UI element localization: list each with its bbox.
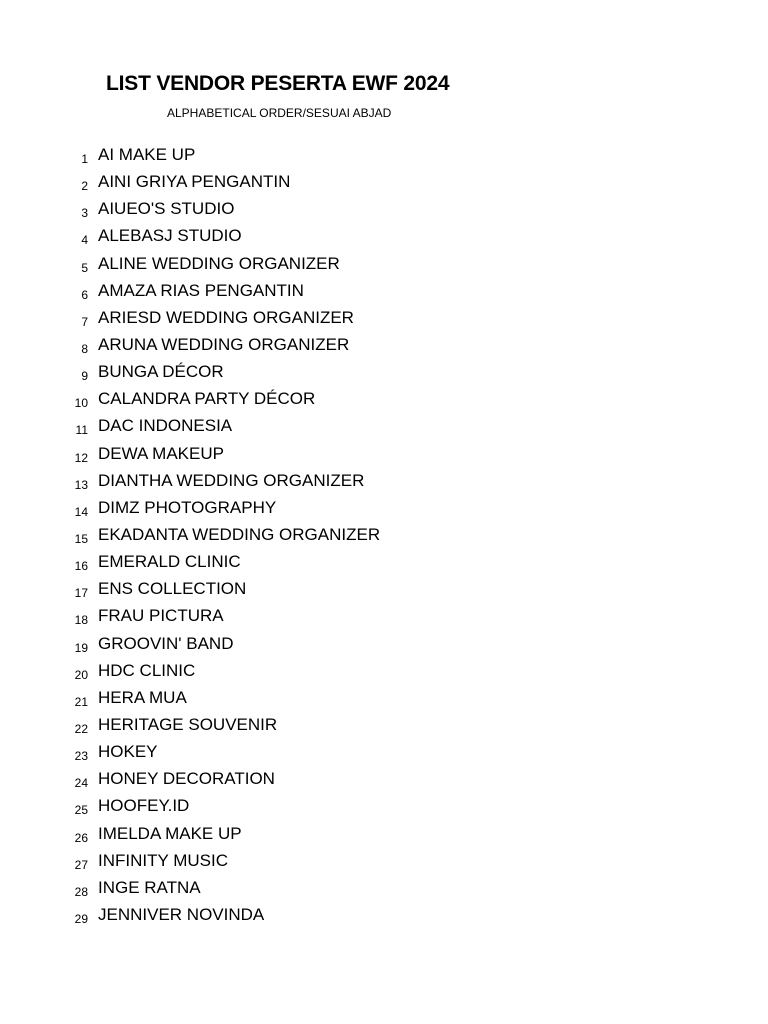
row-number: 3 [81, 206, 88, 221]
row-number: 22 [74, 721, 88, 736]
row-number: 12 [74, 450, 88, 465]
vendor-name: DAC INDONESIA [98, 416, 233, 436]
row-number: 29 [74, 911, 88, 926]
vendor-name: JENNIVER NOVINDA [98, 904, 265, 924]
row-number: 4 [81, 233, 88, 248]
row-number: 17 [74, 586, 88, 601]
vendor-name: HERITAGE SOUVENIR [98, 714, 278, 734]
list-item [0, 848, 768, 875]
vendor-name: DIMZ PHOTOGRAPHY [98, 497, 277, 517]
vendor-name: ARIESD WEDDING ORGANIZER [98, 307, 354, 327]
vendor-name: HERA MUA [98, 687, 187, 707]
list-item [0, 576, 768, 603]
vendor-name: ALINE WEDDING ORGANIZER [98, 253, 340, 273]
page-subtitle: ALPHABETICAL ORDER/SESUAI ABJAD [167, 106, 392, 120]
row-number: 15 [74, 531, 88, 546]
vendor-name: IMELDA MAKE UP [98, 823, 242, 843]
row-number: 11 [75, 423, 88, 438]
list-item [0, 413, 768, 440]
vendor-name: INFINITY MUSIC [98, 850, 229, 870]
vendor-name: FRAU PICTURA [98, 606, 224, 626]
vendor-name: BUNGA DÉCOR [98, 362, 224, 382]
row-number: 5 [81, 260, 88, 275]
vendor-name: ARUNA WEDDING ORGANIZER [98, 334, 350, 354]
row-number: 20 [74, 667, 88, 682]
vendor-name: HDC CLINIC [98, 660, 196, 680]
vendor-list [0, 142, 768, 929]
vendor-name: HOOFEY.ID [98, 796, 190, 816]
list-item [0, 631, 768, 658]
vendor-name: AI MAKE UP [98, 145, 196, 164]
row-number: 7 [81, 314, 88, 329]
list-item [0, 739, 768, 766]
row-number: 10 [74, 396, 88, 411]
list-item [0, 142, 768, 169]
row-number: 18 [74, 613, 88, 628]
row-number: 27 [74, 857, 88, 872]
list-item [0, 305, 768, 332]
list-item [0, 332, 768, 359]
list-item [0, 902, 768, 929]
row-number: 23 [74, 749, 88, 764]
list-item [0, 251, 768, 278]
vendor-name: HONEY DECORATION [98, 769, 275, 789]
vendor-name: AINI GRIYA PENGANTIN [98, 172, 291, 192]
row-number: 2 [81, 179, 88, 194]
row-number: 25 [74, 803, 88, 818]
vendor-name: EKADANTA WEDDING ORGANIZER [98, 524, 381, 544]
row-number: 16 [74, 559, 88, 574]
vendor-name: ALEBASJ STUDIO [98, 226, 242, 246]
list-item [0, 468, 768, 495]
list-item [0, 441, 768, 468]
list-item [0, 766, 768, 793]
row-number: 21 [74, 694, 88, 709]
list-item [0, 875, 768, 902]
list-item [0, 359, 768, 386]
vendor-name: ENS COLLECTION [98, 579, 247, 599]
list-item [0, 495, 768, 522]
row-number: 13 [74, 477, 88, 492]
list-item [0, 685, 768, 712]
vendor-name: AIUEO'S STUDIO [98, 199, 235, 219]
row-number: 19 [74, 640, 88, 655]
vendor-name: DIANTHA WEDDING ORGANIZER [98, 470, 365, 490]
vendor-name: EMERALD CLINIC [98, 552, 241, 572]
list-item [0, 196, 768, 223]
row-number: 6 [81, 287, 88, 302]
list-item [0, 821, 768, 848]
vendor-name: INGE RATNA [98, 877, 201, 897]
vendor-name: HOKEY [98, 742, 158, 762]
vendor-name: GROOVIN' BAND [98, 633, 234, 653]
row-number: 1 [81, 152, 88, 166]
row-number: 26 [74, 830, 88, 845]
row-number: 24 [74, 776, 88, 791]
list-item [0, 603, 768, 630]
row-number: 28 [74, 884, 88, 899]
list-item [0, 712, 768, 739]
row-number: 14 [74, 504, 88, 519]
list-item [0, 549, 768, 576]
list-item [0, 658, 768, 685]
row-number: 8 [81, 341, 88, 356]
page-title: LIST VENDOR PESERTA EWF 2024 [106, 72, 450, 95]
row-number: 9 [81, 369, 88, 384]
vendor-name: AMAZA RIAS PENGANTIN [98, 280, 304, 300]
list-item [0, 278, 768, 305]
list-item [0, 169, 768, 196]
list-item [0, 793, 768, 820]
vendor-name: CALANDRA PARTY DÉCOR [98, 389, 316, 409]
list-item [0, 522, 768, 549]
vendor-name: DEWA MAKEUP [98, 443, 224, 463]
list-item [0, 386, 768, 413]
list-item [0, 223, 768, 250]
